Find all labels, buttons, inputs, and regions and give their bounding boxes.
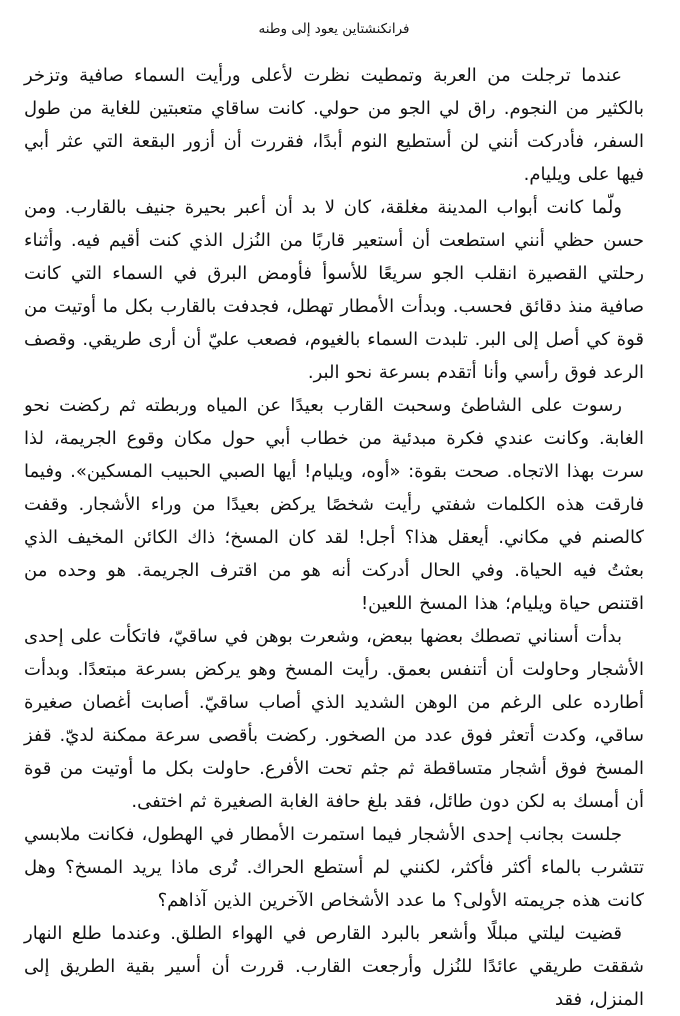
paragraph-5: جلست بجانب إحدى الأشجار فيما استمرت الأمطار في الهطول، فكانت ملابسي تتشرب بالماء أكثر فأكثر، لكنني لم أستطع الحراك. تُرى ماذا يريد المسخ؟ وهل كانت هذه جريمته الأولى؟ ما عدد الأشخاص الآخرين الذين آذاهم؟ [24, 824, 644, 911]
running-header: فرانكنشتاين يعود إلى وطنه [258, 21, 410, 37]
paragraph-2: ولّما كانت أبواب المدينة مغلقة، كان لا بد أن أعبر بحيرة جنيف بالقارب. ومن حسن حظي أنني استطعت أن أستعير قاربًا من النُزل الذي كنت أقيم فيه. وأثناء رحلتي القصيرة انقلب الجو سريعًا للأسوأ فأومض البرق في السماء التي كانت صافية منذ دقائق فحسب. وبدأت الأمطار تهطل، فجدفت بالقارب بكل ما أوتيت من قوة كي أصل إلى البر. تلبدت السماء بالغيوم، فصعب عليّ أن أرى طريقي. وقصف الرعد فوق رأسي وأنا أتقدم بسرعة نحو البر. [24, 197, 644, 383]
paragraph-1: عندما ترجلت من العربة وتمطيت نظرت لأعلى ورأيت السماء صافية وتزخر بالكثير من النجوم. راق لي الجو من حولي. كانت ساقاي متعبتين للغاية من طول السفر، فأدركت أنني لن أستطيع النوم أبدًا، فقررت أن أزور البقعة التي عثر أبي فيها على ويليام. [24, 65, 644, 185]
paragraph-6: قضيت ليلتي مبللًا وأشعر بالبرد القارص في الهواء الطلق. وعندما طلع النهار شققت طريقي عائدًا للنُزل وأرجعت القارب. قررت أن أسير بقية الطريق إلى المنزل، فقد [24, 923, 644, 1010]
paragraph-4: بدأت أسناني تصطك بعضها ببعض، وشعرت بوهن في ساقيّ، فاتكأت على إحدى الأشجار وحاولت أن أتنفس بعمق. رأيت المسخ وهو يركض بسرعة مبتعدًا. وبدأت أطارده على الرغم من الوهن الشديد الذي أصاب ساقيّ. أصابت أغصان صغيرة ساقي، وكدت أتعثر فوق عدد من الصخور. ركضت بأقصى سرعة ممكنة لديّ. قفز المسخ فوق أشجار متساقطة ثم جثم تحت الأفرع. حاولت بكل ما أوتيت من قوة أن أمسك به لكن دون طائل، فقد بلغ حافة الغابة الصغيرة ثم اختفى. [24, 626, 644, 812]
paragraph-3: رسوت على الشاطئ وسحبت القارب بعيدًا عن المياه وربطته ثم ركضت نحو الغابة. وكانت عندي فكرة مبدئية من خطاب أبي حول مكان وقوع الجريمة، لذا سرت بهذا الاتجاه. صحت بقوة: «أوه، ويليام! أيها الصبي الحبيب المسكين». وفيما فارقت هذه الكلمات شفتي رأيت شخصًا يركض بعيدًا من وراء الأشجار. وقفت كالصنم في مكاني. أيعقل هذا؟ أجل! لقد كان المسخ؛ ذاك الكائن المخيف الذي بعثتُ فيه الحياة. وفي الحال أدركت أنه هو من اقترف الجريمة. هو وحده من اقتنص حياة ويليام؛ هذا المسخ اللعين! [24, 395, 644, 614]
